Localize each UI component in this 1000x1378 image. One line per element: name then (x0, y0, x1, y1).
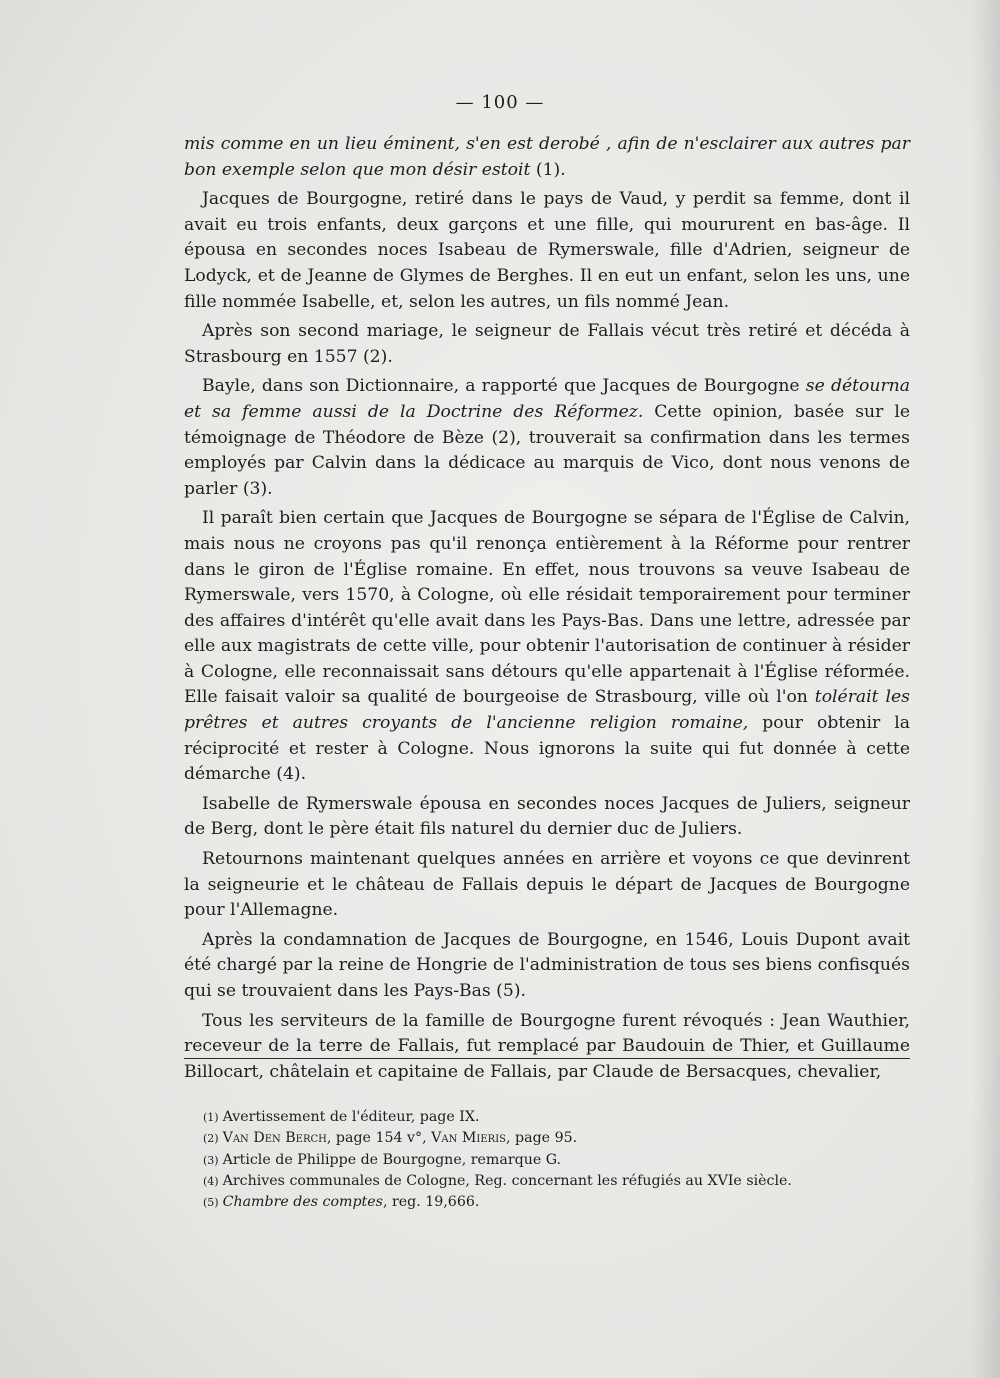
italic-text: se détourna et sa femme aussi de la Doctrine des Réformez. (184, 376, 910, 422)
page-number: — 100 — (455, 92, 545, 113)
footnote (203, 1192, 903, 1213)
italic-text: Chambre des comptes (222, 1194, 383, 1211)
footnote-divider (184, 1058, 910, 1059)
text-run: Isabelle de Rymerswale épousa en secondes noces Jacques de Juliers, seigneur de Berg, dont le père était fils naturel du dernier duc de Juliers. (184, 793, 910, 840)
italic-text: mis comme en un lieu éminent, s'en est derobé , afin de n'esclairer aux autres par bon exemple selon que mon désir estoit (184, 134, 910, 180)
paragraph (184, 132, 910, 183)
footnote (203, 1171, 903, 1192)
footnotes (203, 1107, 903, 1213)
footnote-text: , page 154 v°, (326, 1130, 432, 1147)
footnote-number: (4) (203, 1174, 219, 1188)
author-name: Van Den Berch (222, 1130, 327, 1147)
footnote-number: (2) (203, 1132, 219, 1146)
text-run: Tous les serviteurs de la famille de Bourgogne furent révoqués : Jean Wauthier, receveur de la terre de Fallais, fut remplacé par Baudouin de Thier, et Guillaume Billocart, châtelain et capitaine de Fallais, par Claude de Bersacques, chevalier, (184, 1010, 910, 1082)
paragraph (184, 506, 910, 788)
text-run: Bayle, dans son Dictionnaire, a rapporté que Jacques de Bourgogne (202, 376, 806, 397)
paragraph (184, 847, 910, 924)
footnote-number: (3) (203, 1153, 219, 1167)
text-run: Retournons maintenant quelques années en arrière et voyons ce que devinrent la seigneurie et le château de Fallais depuis le départ de Jacques de Bourgogne pour l'Allemagne. (184, 849, 910, 921)
text-run: Il paraît bien certain que Jacques de Bourgogne se sépara de l'Église de Calvin, mais nous ne croyons pas qu'il renonça entièrement à la Réforme pour rentrer dans le giron de l'Église romaine. En effet, nous trouvons sa veuve Isabeau de Rymerswale, vers 1570, à Cologne, où elle résidait temporairement pour terminer des affaires d'intérêt qu'elle avait dans les Pays-Bas. Dans une lettre, adressée par elle aux magistrats de cette ville, pour obtenir l'autorisation de continuer à résider à Cologne, elle reconnaissait sans détours qu'elle appartenait à l'Église réformée. Elle faisait valoir sa qualité de bourgeoise de Strasbourg, ville où l'on (184, 508, 910, 708)
footnote-number: (5) (203, 1196, 219, 1210)
text-run: (1). (530, 159, 566, 180)
italic-text: tolérait les prêtres et autres croyants de l'ancienne religion romaine, (184, 687, 910, 734)
footnote-text: Article de Philippe de Bourgogne, remarque G. (222, 1151, 562, 1168)
paragraph (184, 792, 910, 843)
text-run: pour obtenir la réciprocité et rester à Cologne. Nous ignorons la suite qui fut donnée à cette démarche (4). (184, 713, 910, 785)
footnote (203, 1150, 903, 1171)
paragraph (184, 374, 910, 502)
text-run: Cette opinion, basée sur le témoignage de Théodore de Bèze (2), trouverait sa confirmation dans les termes employés par Calvin dans la dédicace au marquis de Vico, dont nous venons de parler (3). (184, 401, 910, 499)
text-run: Après son second mariage, le seigneur de Fallais vécut très retiré et décéda à Strasbourg en 1557 (2). (184, 321, 910, 367)
paragraph (184, 319, 910, 370)
footnote-text: Archives communales de Cologne, Reg. concernant les réfugiés au XVIe siècle. (222, 1172, 792, 1189)
footnote-text: , page 95. (506, 1130, 578, 1147)
footnote (203, 1107, 903, 1128)
paragraph (184, 928, 910, 1005)
body-text (184, 132, 910, 1089)
footnote-number: (1) (203, 1111, 219, 1124)
footnote-text: , reg. 19,666. (382, 1194, 480, 1211)
text-run: Après la condamnation de Jacques de Bourgogne, en 1546, Louis Dupont avait été chargé par la reine de Hongrie de l'administration de tous ses biens confisqués qui se trouvaient dans les Pays-Bas (5). (184, 929, 910, 1001)
text-run: Jacques de Bourgogne, retiré dans le pays de Vaud, y perdit sa femme, dont il avait eu trois enfants, deux garçons et une fille, qui moururent en bas-âge. Il épousa en secondes noces Isabeau de Rymerswale, fille d'Adrien, seigneur de Lodyck, et de Jeanne de Glymes de Berghes. Il en eut un enfant, selon les uns, une fille nommée Isabelle, et, selon les autres, un fils nommé Jean. (184, 189, 910, 312)
author-name: Van Mieris (431, 1130, 507, 1147)
footnote-text: Avertissement de l'éditeur, page IX. (222, 1109, 480, 1125)
paragraph (184, 1009, 910, 1086)
footnote (203, 1128, 903, 1149)
paragraph (184, 187, 910, 315)
